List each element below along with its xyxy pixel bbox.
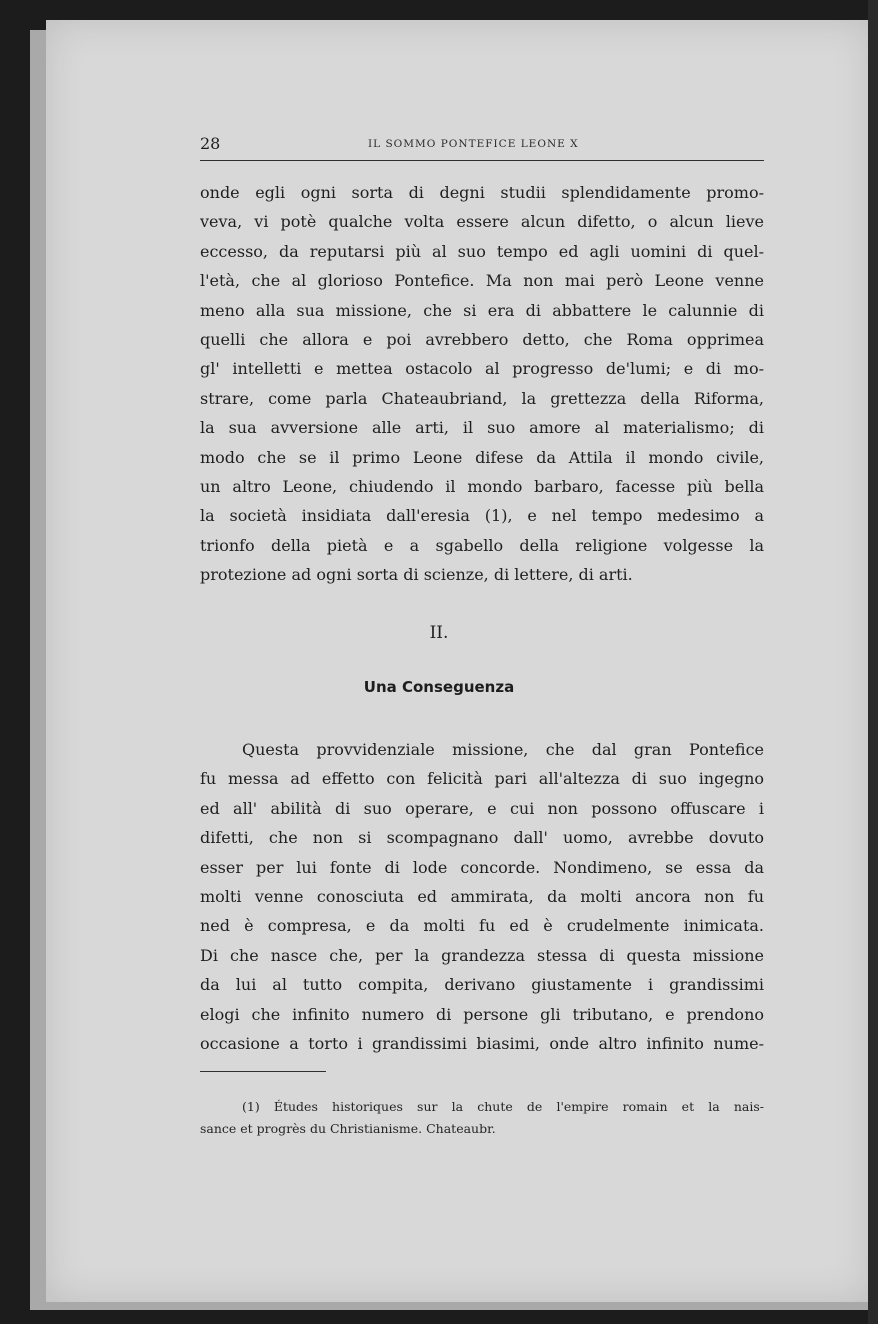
text-line: strare, come parla Chateaubriand, la grettezza della Riforma, [200,388,764,408]
text-line: l'età, che al glorioso Pontefice. Ma non mai però Leone venne [200,271,764,291]
text-line: gl' intelletti e mettea ostacolo al progresso de'lumi; e di mo- [200,359,764,379]
footnote [200,1096,764,1140]
paragraph-2 [200,735,764,1058]
header-rule [200,160,764,161]
text-line: da lui al tutto compita, derivano giustamente i grandissimi [200,975,764,995]
text-line: molti venne conosciuta ed ammirata, da molti ancora non fu [200,887,764,907]
text-line: protezione ad ogni sorta di scienze, di lettere, di arti. [200,565,633,585]
text-line: modo che se il primo Leone difese da Attila il mondo civile, [200,447,764,467]
text-line: quelli che allora e poi avrebbero detto, che Roma opprimea [200,330,764,350]
page-number: 28 [200,134,221,153]
text-line: difetti, che non si scompagnano dall' uomo, avrebbe dovuto [200,828,764,848]
footnote-line: (1) Études historiques sur la chute de l'empire romain et la nais- [242,1099,764,1114]
text-line: ned è compresa, e da molti fu ed è crudelmente inimicata. [200,916,764,936]
section-title: Una Conseguenza [363,678,515,696]
text-line: fu messa ad effetto con felicità pari all'altezza di suo ingegno [200,769,764,789]
text-line: la società insidiata dall'eresia (1), e nel tempo medesimo a [200,506,764,526]
text-line: la sua avversione alle arti, il suo amore al materialismo; di [200,418,764,438]
text-line: elogi che infinito numero di persone gli tributano, e prendono [200,1004,764,1024]
text-line: meno alla sua missione, che si era di abbattere le calunnie di [200,300,764,320]
text-line: veva, vi potè qualche volta essere alcun difetto, o alcun lieve [200,212,764,232]
text-line: eccesso, da reputarsi più al suo tempo ed agli uomini di quel- [200,241,764,261]
text-line: Di che nasce che, per la grandezza stessa di questa missione [200,945,764,965]
text-line: esser per lui fonte di lode concorde. Nondimeno, se essa da [200,857,764,877]
text-line: Questa provvidenziale missione, che dal gran Pontefice [242,740,764,759]
text-line: onde egli ogni sorta di degni studii splendidamente promo- [200,183,764,202]
text-line: occasione a torto i grandissimi biasimi, onde altro infinito nume- [200,1034,764,1054]
text-line: un altro Leone, chiudendo il mondo barbaro, facesse più bella [200,477,764,497]
scan-border [868,0,878,1324]
paragraph-1 [200,178,764,590]
text-line: trionfo della pietà e a sgabello della religione volgesse la [200,535,764,555]
running-title: IL SOMMO PONTEFICE LEONE X [368,138,579,150]
text-line: ed all' abilità di suo operare, e cui non possono offuscare i [200,798,764,818]
footnote-rule [200,1071,326,1072]
section-number: II. [429,623,449,643]
footnote-line: sance et progrès du Christianisme. Chateaubr. [200,1121,496,1136]
